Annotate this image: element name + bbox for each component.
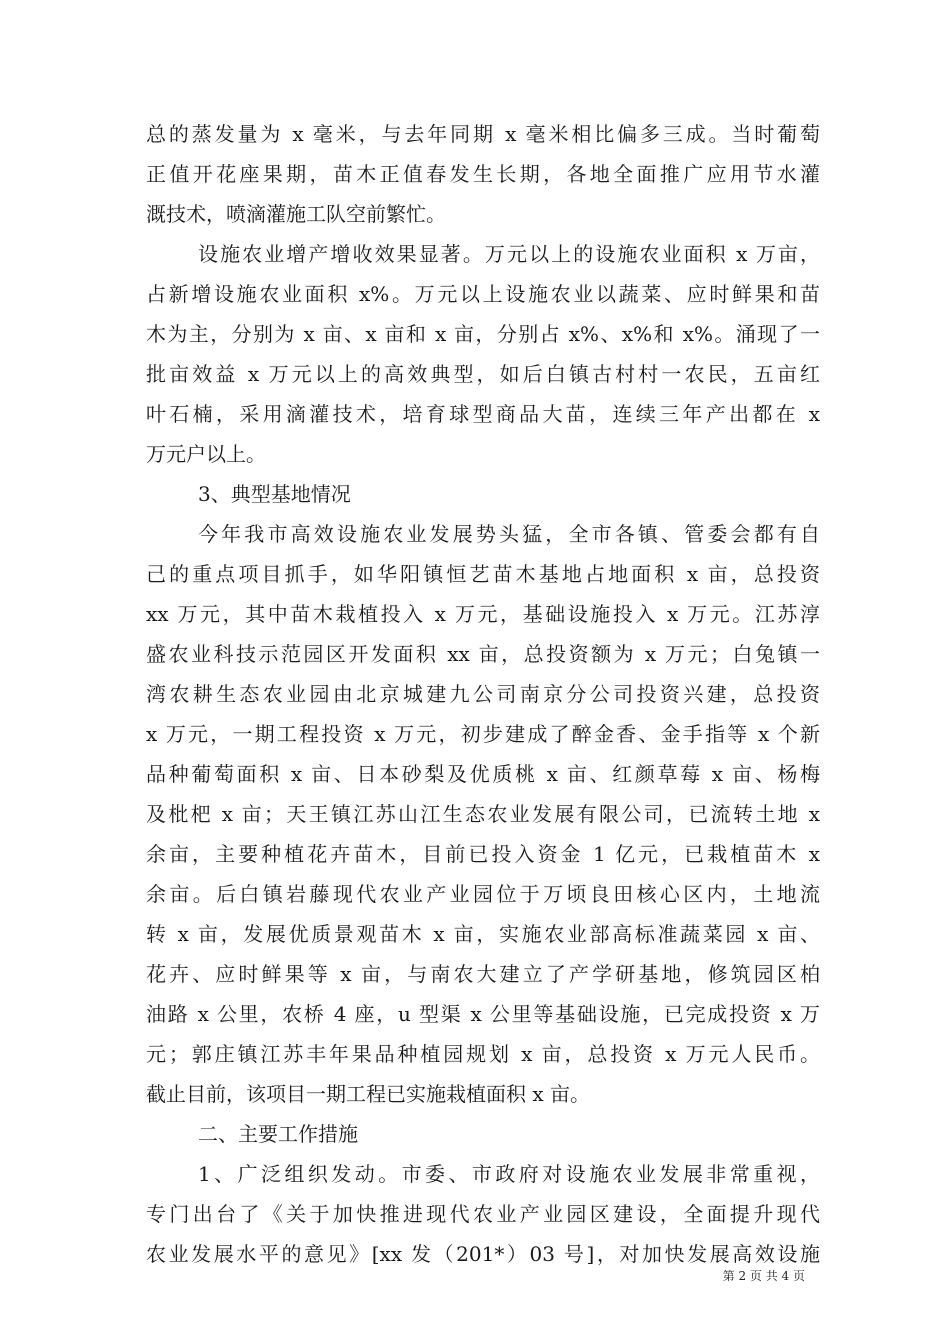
paragraph bbox=[146, 234, 820, 474]
text-line: 今年我市高效设施农业发展势头猛，全市各镇、管委会都有自 bbox=[198, 522, 820, 546]
text-line: 正值开花座果期，苗木正值春发生长期，各地全面推广应用节水灌 bbox=[146, 162, 820, 186]
text-line: 品种葡萄面积 x 亩、日本砂梨及优质桃 x 亩、红颜草莓 x 亩、杨梅 bbox=[146, 762, 820, 786]
text-line: 元；郭庄镇江苏丰年果品种植园规划 x 亩，总投资 x 万元人民币。 bbox=[146, 1042, 820, 1066]
section-heading bbox=[146, 1114, 820, 1154]
text-line: 己的重点项目抓手，如华阳镇恒艺苗木基地占地面积 x 亩，总投资 bbox=[146, 562, 820, 586]
text-line: 1、广泛组织发动。市委、市政府对设施农业发展非常重视， bbox=[198, 1162, 820, 1186]
text-line: 3、典型基地情况 bbox=[198, 482, 351, 506]
text-line: 农业发展水平的意见》[xx 发（201*）03 号]，对加快发展高效设施 bbox=[146, 1242, 820, 1266]
text-line: 余亩，主要种植花卉苗木，目前已投入资金 1 亿元，已栽植苗木 x bbox=[146, 842, 820, 866]
text-line: 湾农耕生态农业园由北京城建九公司南京分公司投资兴建，总投资 bbox=[146, 682, 820, 706]
text-line: 截止目前，该项目一期工程已实施栽植面积 x 亩。 bbox=[146, 1082, 590, 1106]
text-line: 二、主要工作措施 bbox=[198, 1122, 358, 1146]
section-heading bbox=[146, 474, 820, 514]
text-line: 总的蒸发量为 x 毫米，与去年同期 x 毫米相比偏多三成。当时葡萄 bbox=[146, 122, 820, 146]
text-line: 设施农业增产增收效果显著。万元以上的设施农业面积 x 万亩， bbox=[198, 242, 820, 266]
paragraph bbox=[146, 1154, 820, 1274]
paragraph bbox=[146, 514, 820, 1114]
text-line: 溉技术，喷滴灌施工队空前繁忙。 bbox=[146, 202, 446, 226]
text-line: 转 x 亩，发展优质景观苗木 x 亩，实施农业部高标准蔬菜园 x 亩、 bbox=[146, 922, 820, 946]
text-line: 批亩效益 x 万元以上的高效典型，如后白镇古村村一农民，五亩红 bbox=[146, 362, 820, 386]
text-line: 叶石楠，采用滴灌技术，培育球型商品大苗，连续三年产出都在 x bbox=[146, 402, 820, 426]
text-line: 盛农业科技示范园区开发面积 xx 亩，总投资额为 x 万元；白兔镇一 bbox=[146, 642, 820, 666]
text-line: 万元户以上。 bbox=[146, 442, 266, 466]
text-line: 专门出台了《关于加快推进现代农业产业园区建设，全面提升现代 bbox=[146, 1202, 820, 1226]
text-line: 花卉、应时鲜果等 x 亩，与南农大建立了产学研基地，修筑园区柏 bbox=[146, 962, 820, 986]
text-line: x 万元，一期工程投资 x 万元，初步建成了醉金香、金手指等 x 个新 bbox=[146, 722, 820, 746]
text-line: xx 万元，其中苗木栽植投入 x 万元，基础设施投入 x 万元。江苏淳 bbox=[146, 602, 820, 626]
text-line: 占新增设施农业面积 x%。万元以上设施农业以蔬菜、应时鲜果和苗 bbox=[146, 282, 820, 306]
paragraph bbox=[146, 114, 820, 234]
text-line: 油路 x 公里，农桥 4 座，u 型渠 x 公里等基础设施，已完成投资 x 万 bbox=[146, 1002, 820, 1026]
document-body bbox=[146, 114, 820, 1274]
text-line: 余亩。后白镇岩藤现代农业产业园位于万顷良田核心区内，土地流 bbox=[146, 882, 820, 906]
text-line: 木为主，分别为 x 亩、x 亩和 x 亩，分别占 x%、x%和 x%。涌现了一 bbox=[146, 322, 820, 346]
page-number: 第 2 页 共 4 页 bbox=[722, 1269, 805, 1283]
text-line: 及枇杷 x 亩；天王镇江苏山江生态农业发展有限公司，已流转土地 x bbox=[146, 802, 820, 826]
